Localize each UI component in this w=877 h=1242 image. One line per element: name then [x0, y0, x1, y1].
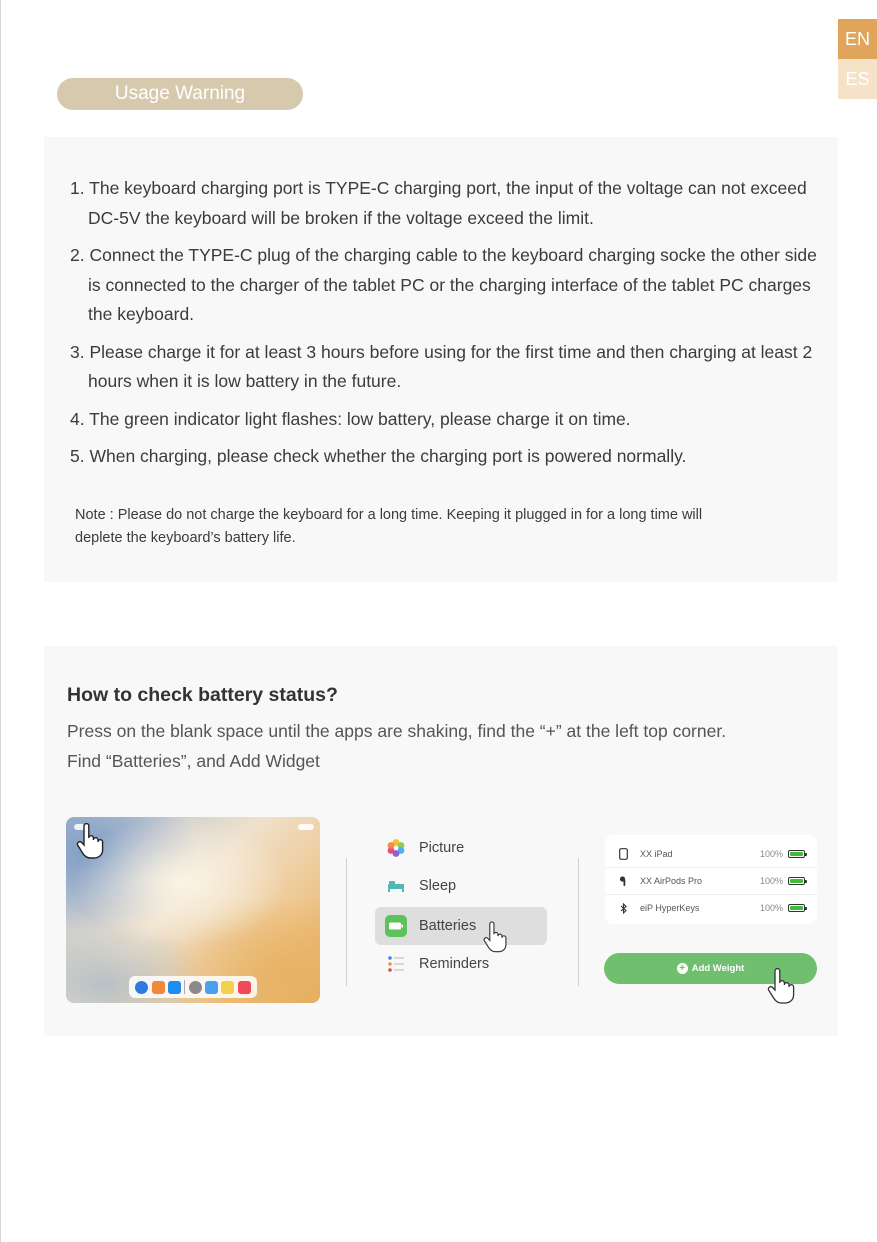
widget-item-batteries[interactable]	[375, 907, 547, 945]
airpods-icon	[616, 876, 630, 887]
battery-level-icon	[788, 877, 805, 885]
device-name: XX iPad	[640, 848, 673, 859]
notes-icon	[221, 981, 234, 994]
instruction-line: Find “Batteries”, and Add Widget	[67, 750, 320, 771]
battery-widget-icon	[385, 915, 407, 937]
ipad-icon	[616, 848, 630, 860]
widget-item-reminders[interactable]	[375, 945, 547, 983]
add-widget-button-label: Add Weight	[691, 963, 745, 974]
ipad-home-screen-illustration	[66, 817, 320, 1003]
language-tab-es[interactable]: ES	[838, 59, 877, 99]
warning-item: 2. Connect the TYPE-C plug of the charging cable to the keyboard charging socke the other side is connected to the charger of the tablet PC or the charging interface of the tablet PC charges the keyboard.	[70, 245, 817, 324]
reminders-icon	[385, 953, 407, 975]
battery-row	[605, 840, 817, 867]
battery-level-icon	[788, 850, 805, 858]
cloud-icon	[205, 981, 218, 994]
battery-percent: 100%	[760, 848, 784, 859]
usage-warning-heading: Usage Warning	[57, 78, 303, 110]
warning-item: 5. When charging, please check whether the charging port is powered normally.	[70, 446, 687, 466]
device-name: eiP HyperKeys	[640, 903, 700, 913]
batteries-widget-card	[605, 835, 817, 924]
battery-level-fill	[790, 906, 803, 910]
battery-row	[605, 894, 817, 921]
page-left-rule	[0, 0, 1, 1242]
bed-icon	[385, 875, 407, 897]
bluetooth-icon	[616, 903, 630, 914]
widget-item-sleep[interactable]	[375, 867, 547, 905]
plus-circle-icon: +	[677, 963, 688, 974]
battery-level-icon	[788, 904, 805, 912]
widget-item-label: Picture	[419, 840, 465, 856]
device-name: XX AirPods Pro	[640, 876, 703, 886]
battery-percent: 100%	[760, 903, 784, 913]
warning-item: 3. Please charge it for at least 3 hours before using for the first time and then charging at least 2 hours when it is low battery in the future.	[70, 341, 813, 391]
warning-item: 1. The keyboard charging port is TYPE-C charging port, the input of the voltage can not exceed DC-5V the keyboard will be broken if the voltage exceed the limit.	[70, 178, 807, 228]
battery-row	[605, 867, 817, 894]
widget-item-label: Sleep	[419, 878, 457, 894]
battery-level-fill	[790, 879, 803, 883]
widget-item-label: Reminders	[419, 956, 490, 972]
settings-icon	[189, 981, 202, 994]
done-button[interactable]	[298, 824, 314, 830]
tap-hand-icon	[75, 823, 105, 859]
battery-status-title: How to check battery status?	[67, 684, 338, 706]
usage-note: Note : Please do not charge the keyboard for a long time. Keeping it plugged in for a long time will deplete the keyboard’s battery life.	[75, 507, 703, 546]
step-divider	[578, 858, 579, 986]
ipad-dock	[129, 976, 257, 998]
music-icon	[238, 981, 251, 994]
step-divider	[346, 858, 347, 986]
instruction-line: Press on the blank space until the apps are shaking, find the “+” at the left top corner.	[67, 721, 727, 741]
warning-item: 4. The green indicator light flashes: low battery, please charge it on time.	[70, 408, 631, 429]
language-tab-en[interactable]: EN	[838, 19, 877, 59]
widget-item-picture[interactable]	[375, 829, 547, 867]
usage-warning-list	[70, 174, 820, 480]
app-store-icon	[168, 981, 181, 994]
app-icon	[152, 981, 165, 994]
widget-item-label: Batteries	[419, 918, 477, 934]
dock-divider	[184, 980, 185, 994]
battery-percent: 100%	[760, 876, 784, 886]
photos-icon	[385, 837, 407, 859]
battery-status-instructions	[67, 717, 827, 776]
battery-level-fill	[790, 852, 803, 856]
safari-icon	[135, 981, 148, 994]
tap-hand-icon	[766, 968, 796, 1004]
